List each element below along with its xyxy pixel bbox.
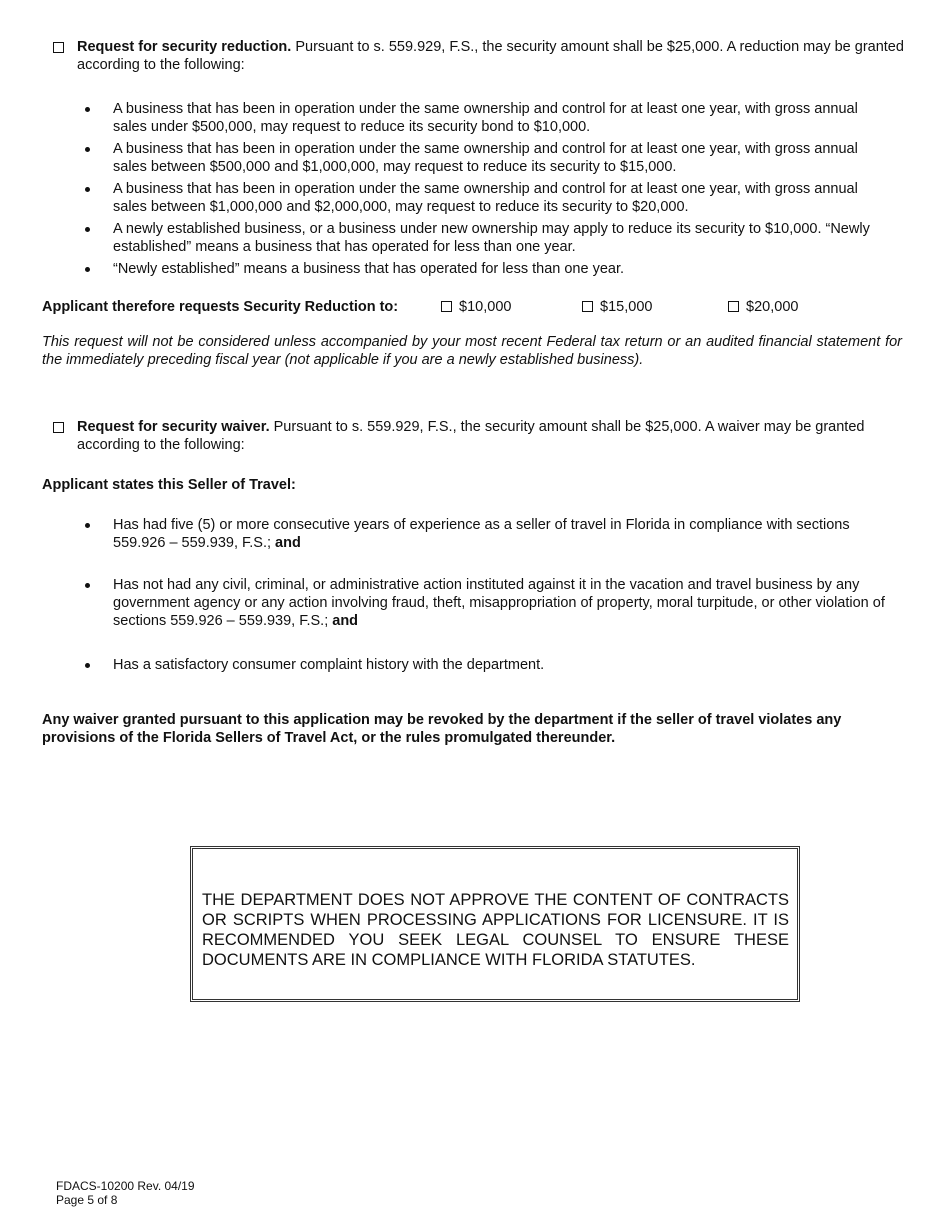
list-item: A business that has been in operation under the same ownership and control for at least one year, with gross annual sales under $500,000, may request to reduce its security bond to $10,000. xyxy=(85,100,885,136)
option-15000-checkbox[interactable] xyxy=(582,301,593,312)
option-10000-label: $10,000 xyxy=(459,299,512,315)
reduction-intro: Pursuant to s. 559.929, F.S., the security amount shall be $25,000. A reduction may be granted according to the following: xyxy=(77,39,904,73)
option-10000-checkbox[interactable] xyxy=(441,301,452,312)
reduction-heading xyxy=(77,38,907,74)
option-20000-checkbox[interactable] xyxy=(728,301,739,312)
waiver-states-label: Applicant states this Seller of Travel: xyxy=(42,477,296,493)
department-notice-text: THE DEPARTMENT DOES NOT APPROVE THE CONTENT OF CONTRACTS OR SCRIPTS WHEN PROCESSING APPLICATIONS FOR LICENSURE. IT IS RECOMMENDED YOU SEEK LEGAL COUNSEL TO ENSURE THESE DOCUMENTS ARE IN COMPLIANCE WITH FLORIDA STATUTES. xyxy=(202,891,789,969)
option-20000[interactable] xyxy=(728,298,798,316)
waiver-heading xyxy=(77,418,877,454)
list-item: “Newly established” means a business that has operated for less than one year. xyxy=(85,260,885,278)
option-10000[interactable] xyxy=(441,298,511,316)
waiver-checkbox[interactable] xyxy=(53,421,64,437)
waiver-revocation-notice: Any waiver granted pursuant to this application may be revoked by the department if the seller of travel violates any provisions of the Florida Sellers of Travel Act, or the rules promulgated thereunder. xyxy=(42,712,842,746)
list-item: Has had five (5) or more consecutive years of experience as a seller of travel in Florida in compliance with sections 559.926 – 559.939, F.S.; and xyxy=(85,516,905,552)
option-15000-label: $15,000 xyxy=(600,299,653,315)
option-15000[interactable] xyxy=(582,298,652,316)
waiver-bullet-list xyxy=(85,516,905,674)
reduction-title: Request for security reduction. xyxy=(77,39,292,55)
list-item: Has not had any civil, criminal, or administrative action instituted against it in the vacation and travel business by any government agency or any action involving fraud, theft, misappropriation of property, moral turpitude, or other violation of sections 559.926 – 559.939, F.S.; and xyxy=(85,576,905,630)
footer xyxy=(56,1179,195,1207)
list-item: A business that has been in operation under the same ownership and control for at least one year, with gross annual sales between $500,000 and $1,000,000, may request to reduce its security to $15,000. xyxy=(85,140,885,176)
list-item: A newly established business, or a business under new ownership may apply to reduce its security to $10,000. “Newly established” means a business that has operated for less than one year. xyxy=(85,220,885,256)
reduction-bullet-list xyxy=(85,100,885,278)
page-number: Page 5 of 8 xyxy=(56,1193,118,1207)
reduction-request-label: Applicant therefore requests Security Reduction to: xyxy=(42,299,399,315)
department-notice-box xyxy=(190,846,800,1002)
reduction-note: This request will not be considered unless accompanied by your most recent Federal tax return or an audited financial statement for the immediately preceding fiscal year (not applicable if you are a newly established business). xyxy=(42,334,902,368)
list-item: Has a satisfactory consumer complaint history with the department. xyxy=(85,656,905,674)
reduction-checkbox[interactable] xyxy=(53,41,64,57)
waiver-intro: Pursuant to s. 559.929, F.S., the security amount shall be $25,000. A waiver may be granted according to the following: xyxy=(77,419,865,453)
waiver-title: Request for security waiver. xyxy=(77,419,270,435)
option-20000-label: $20,000 xyxy=(746,299,799,315)
form-number: FDACS-10200 Rev. 04/19 xyxy=(56,1179,195,1193)
list-item: A business that has been in operation under the same ownership and control for at least one year, with gross annual sales between $1,000,000 and $2,000,000, may request to reduce its security to $20,000. xyxy=(85,180,885,216)
